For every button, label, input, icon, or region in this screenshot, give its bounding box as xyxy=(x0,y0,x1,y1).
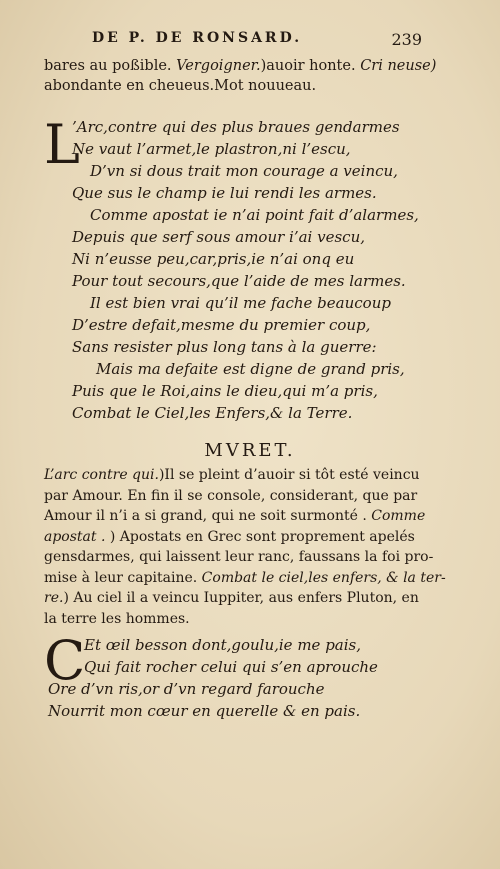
commentary-line: Amour il n’i a si grand, qui ne soit surmonté . Comme xyxy=(44,508,426,524)
verse-line: Mais ma defaite est digne de grand pris, xyxy=(96,360,405,378)
verse-line: Sans resister plus long tans à la guerre: xyxy=(72,338,377,356)
continued-commentary xyxy=(44,56,437,96)
verse-line: Combat le Ciel,les Enfers,& la Terre. xyxy=(72,404,353,422)
page-number: 239 xyxy=(391,30,422,49)
commentary-line: re.) Au ciel il a veincu Iuppiter, aus enfers Pluton, en xyxy=(44,590,419,606)
verse-line: Nourrit mon cœur en querelle & en pais. xyxy=(48,702,361,720)
verse-line: Ore d’vn ris,or d’vn regard farouche xyxy=(48,680,325,698)
verse-line: Ni n’eusse peu,car,pris,ie n’ai onq eu xyxy=(72,250,355,268)
running-head: DE P. DE RONSARD. xyxy=(92,30,303,46)
verse-line: D’estre defait,mesme du premier coup, xyxy=(72,316,371,334)
drop-cap-L: L xyxy=(44,113,80,176)
sonnet-2 xyxy=(44,629,434,722)
page-header xyxy=(92,30,422,50)
drop-cap-C: C xyxy=(44,629,86,692)
verse-line: Pour tout secours,que l’aide de mes larmes. xyxy=(72,272,406,290)
commentary-line: la terre les hommes. xyxy=(44,610,190,627)
verse-line: Puis que le Roi,ains le dieu,qui m’a pris, xyxy=(72,382,378,400)
verse-line: D’vn si dous trait mon courage a veincu, xyxy=(90,162,398,180)
muret-commentary xyxy=(44,465,454,629)
verse-line: Et œil besson dont,goulu,ie me pais, xyxy=(84,636,362,654)
muret-heading: MVRET. xyxy=(204,440,296,461)
verse-line: Depuis que serf sous amour i’ai vescu, xyxy=(72,228,366,246)
verse-line: Qui fait rocher celui qui s’en aprouche xyxy=(84,658,378,676)
verse-line: Il est bien vrai qu’il me fache beaucoup xyxy=(90,294,391,312)
commentary-line: bares au poßible. Vergoigner.)auoir honte. Cri neuse) xyxy=(44,58,437,74)
sonnet-1 xyxy=(44,113,434,424)
commentary-line: apostat . ) Apostats en Grec sont proprement apelés xyxy=(44,528,415,545)
commentary-line: mise à leur capitaine. Combat le ciel,les enfers, & la ter- xyxy=(44,569,446,586)
commentary-line: gensdarmes, qui laissent leur ranc, faussans la foi pro- xyxy=(44,549,434,565)
commentary-line: par Amour. En fin il se console, considerant, que par xyxy=(44,487,418,504)
verse-line: ’Arc,contre qui des plus braues gendarmes xyxy=(72,118,400,136)
verse-line: Que sus le champ ie lui rendi les armes. xyxy=(72,184,377,202)
sonnet-1-lines xyxy=(44,113,434,424)
sonnet-2-lines xyxy=(44,629,434,722)
commentary-line: abondante en cheueus.Mot nouueau. xyxy=(44,78,317,94)
verse-line: Ne vaut l’armet,le plastron,ni l’escu, xyxy=(72,140,351,158)
commentary-line: L’arc contre qui.)Il se pleint d’auoir si tôt esté veincu xyxy=(44,467,420,483)
verse-line: Comme apostat ie n’ai point fait d’alarmes, xyxy=(90,206,419,224)
